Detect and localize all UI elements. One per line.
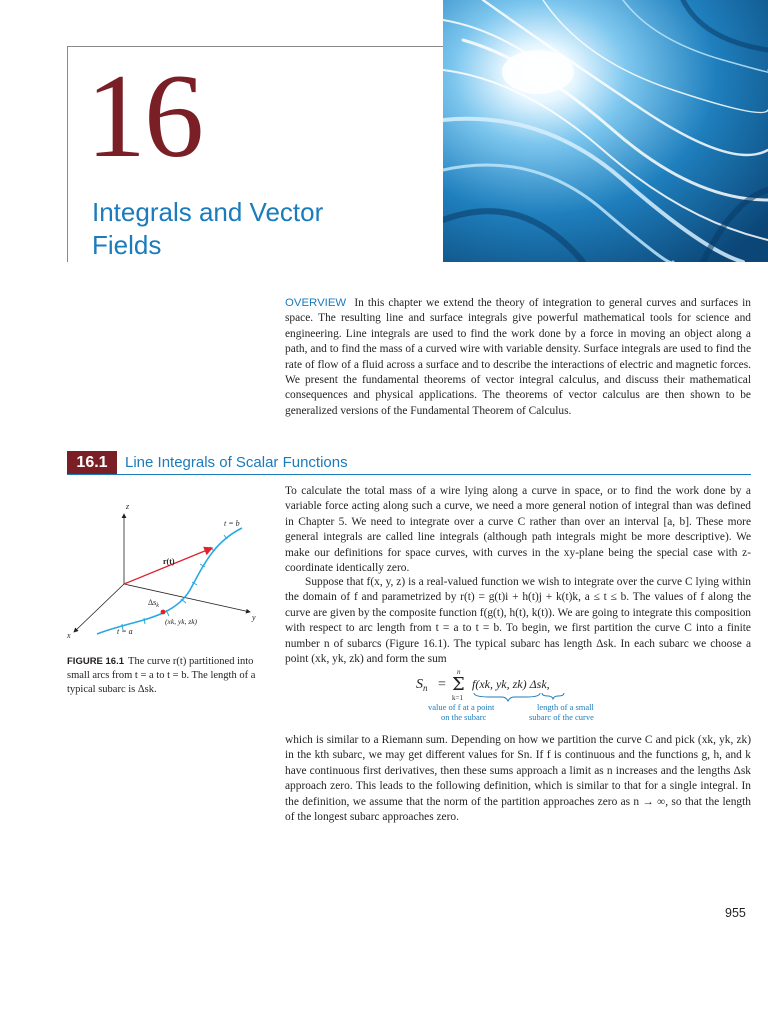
overview-paragraph	[285, 296, 751, 419]
z-axis-label: z	[126, 502, 130, 511]
sigma-symbol: Σ	[452, 674, 465, 695]
y-axis	[124, 584, 250, 612]
x-axis	[74, 584, 124, 632]
label-t-equals-b: t = b	[224, 519, 240, 528]
section-number: 16.1	[67, 451, 117, 475]
label-point-xyz: (xk, yk, zk)	[165, 617, 198, 626]
sum-upper-limit: n	[457, 668, 461, 676]
sample-point	[161, 610, 166, 615]
figure-caption-label: FIGURE 16.1	[67, 656, 125, 667]
chapter-hero-image	[443, 0, 768, 262]
brace-left	[474, 693, 540, 701]
label-delta-s-k: $\Delta s_k$	[148, 598, 159, 609]
formula-lhs: $S_n$	[416, 677, 428, 693]
chapter-title: Integrals and Vector Fields	[92, 197, 324, 260]
formula-term: f(xk, yk, zk) Δsk,	[472, 677, 550, 691]
paragraph-2: Suppose that f(x, y, z) is a real-valued function we wish to integrate over the curve C lying within the domain of f and parametrized by r(t) = g(t)i + h(t)j + k(t)k, a ≤ t ≤ b. The values of f along the curve are given by the composite function f(g(t), h(t), k(t)). We are going to integrate this composition with respect to arc length from t = a to t = b. To begin, we first partition the curve C into a finite number n of subarcs (Figure 16.1). The typical subarc has length Δsk. In each subarc we choose a point (xk, yk, zk) and form the sum	[285, 576, 751, 666]
sum-lower-limit: k=1	[452, 694, 463, 702]
label-r-of-t: r(t)	[163, 557, 175, 566]
note-length-line2: subarc of the curve	[529, 712, 594, 722]
section-title: Line Integrals of Scalar Functions	[125, 454, 348, 471]
overview-text: In this chapter we extend the theory of integration to general curves and surfaces in space. The resulting line and surface integrals give powerful mathematical tools for science and engineering. Line integrals are used to find the work done by a force in moving an object along a path, and to find the mass of a curved wire with variable density. Surface integrals are used to find the rate of flow of a fluid across a surface and to describe the interactions of electric and magnetic forces. We present the fundamental theorems of vector integral calculus, and discuss their mathematical consequences and physical applications. The theorems of vector calculus are then shown to be generalized versions of the Fundamental Theorem of Calculus.	[285, 297, 751, 417]
brace-right	[542, 693, 564, 699]
chapter-frame-left	[67, 46, 68, 262]
section-rule	[67, 474, 751, 475]
paragraph-1: To calculate the total mass of a wire lying along a curve in space, or to find the work done by a variable force acting along such a curve, we need a more general notion of integral than was defined in Chapter 5. We need to integrate over a curve C rather than over an interval [a, b]. These more general integrals are called line integrals (although path integrals might be more descriptive). We make our definitions for space curves, with curves in the xy-plane being the special case with z-coordinate identically zero.	[285, 485, 751, 575]
y-axis-label: y	[252, 613, 256, 622]
note-value-line1: value of f at a point	[428, 702, 495, 712]
formula-equals: =	[438, 677, 446, 692]
position-vector	[124, 548, 212, 584]
page-number: 955	[725, 906, 746, 920]
note-value-line2: on the subarc	[441, 712, 487, 722]
paragraph-3: which is similar to a Riemann sum. Depending on how we partition the curve C and pick (xk, yk, zk) in the kth subarc, we may get different values for Sn. If f is continuous and the functions g, h, and k have continuous first derivatives, then these sums approach a limit as n increases and the lengths Δsk approach zero. This leads to the following definition, which is similar to that for a single integral. In the definition, we assume that the norm of the partition approaches zero as n → ∞, so that the length of the longest subarc approaches zero.	[285, 734, 751, 824]
section-heading	[67, 451, 751, 475]
figure-16-1	[62, 492, 272, 652]
figure-caption	[67, 655, 272, 697]
label-t-equals-a: t = a	[117, 627, 133, 636]
note-length-line1: length of a small	[537, 702, 594, 712]
overview-label: OVERVIEW	[285, 297, 347, 309]
riemann-sum-formula	[410, 668, 640, 728]
figure-caption-text: The curve r(t) partitioned into small arcs from t = a to t = b. The length of a typical subarc is Δsk.	[67, 656, 256, 695]
x-axis-label: x	[67, 631, 71, 640]
chapter-frame-top	[67, 46, 443, 47]
chapter-number: 16	[86, 49, 202, 182]
